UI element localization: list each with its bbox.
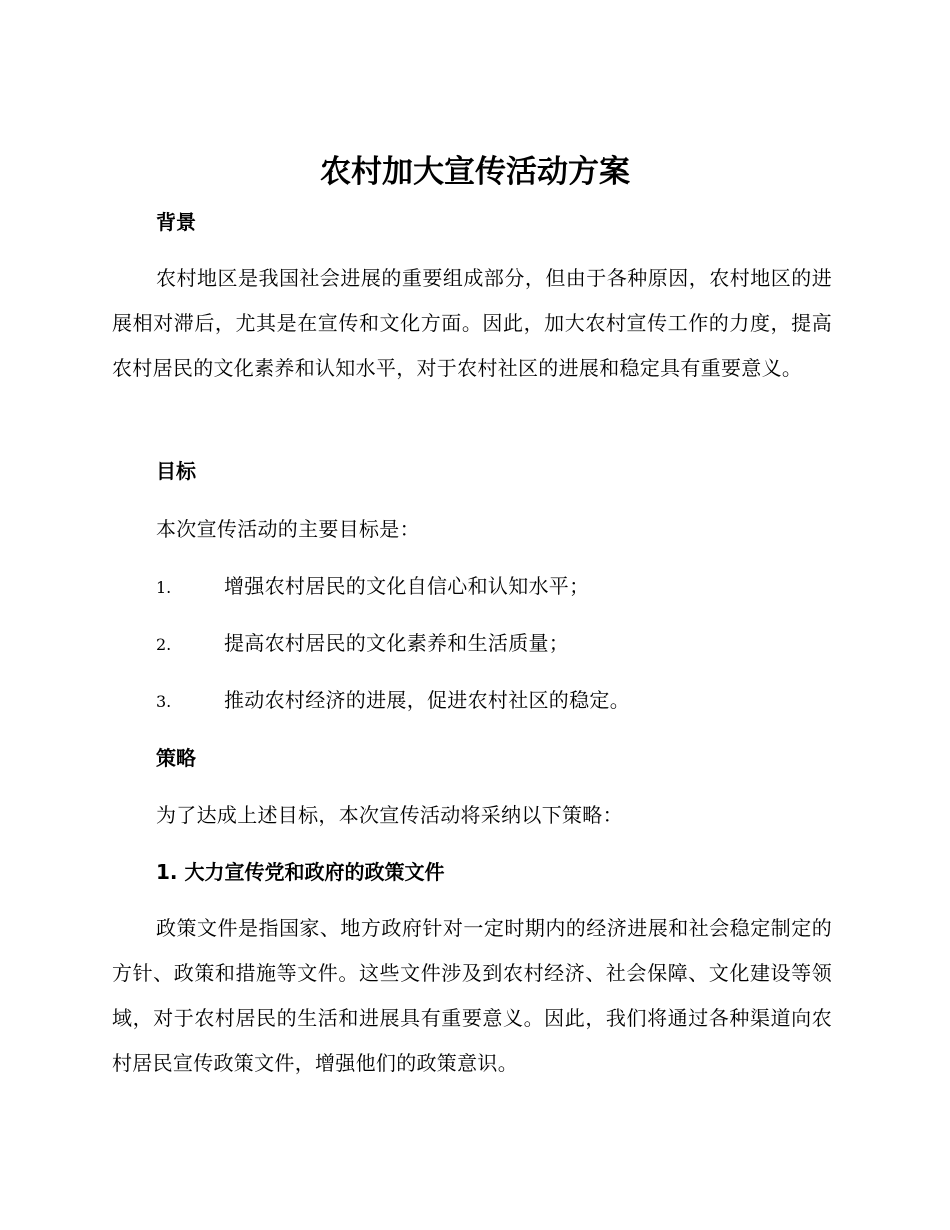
strategy-paragraph: 政策文件是指国家、地方政府针对一定时期内的经济进展和社会稳定制定的方针、政策和措施等文件。这些文件涉及到农村经济、社会保障、文化建设等领域，对于农村居民的生活和进展具有重要意义。因此，我们将通过各种渠道向农村居民宣传政策文件，增强他们的政策意识。 — [112, 916, 832, 1075]
list-item-text: 增强农村居民的文化自信心和认知水平； — [224, 574, 590, 598]
background-paragraph: 农村地区是我国社会进展的重要组成部分，但由于各种原因，农村地区的进展相对滞后，尤其是在宣传和文化方面。因此，加大农村宣传工作的力度，提高农村居民的文化素养和认知水平，对于农村社区的进展和稳定具有重要意义。 — [112, 266, 832, 380]
list-item-number: 2. — [156, 635, 172, 654]
section-heading-strategy: 策略 — [156, 746, 196, 770]
section-heading-background: 背景 — [156, 210, 196, 234]
section-heading-goals: 目标 — [156, 459, 196, 483]
strategy-intro: 为了达成上述目标，本次宣传活动将采纳以下策略： — [156, 803, 623, 827]
list-item-text: 推动农村经济的进展，促进农村社区的稳定。 — [224, 688, 630, 712]
list-item-number: 1. — [156, 578, 172, 597]
document-title: 农村加大宣传活动方案 — [320, 154, 630, 190]
list-item-number: 3. — [156, 692, 172, 711]
goals-intro: 本次宣传活动的主要目标是： — [156, 517, 420, 541]
list-item-text: 提高农村居民的文化素养和生活质量； — [224, 631, 570, 655]
strategy-subheading: 1. 大力宣传党和政府的政策文件 — [156, 860, 445, 884]
